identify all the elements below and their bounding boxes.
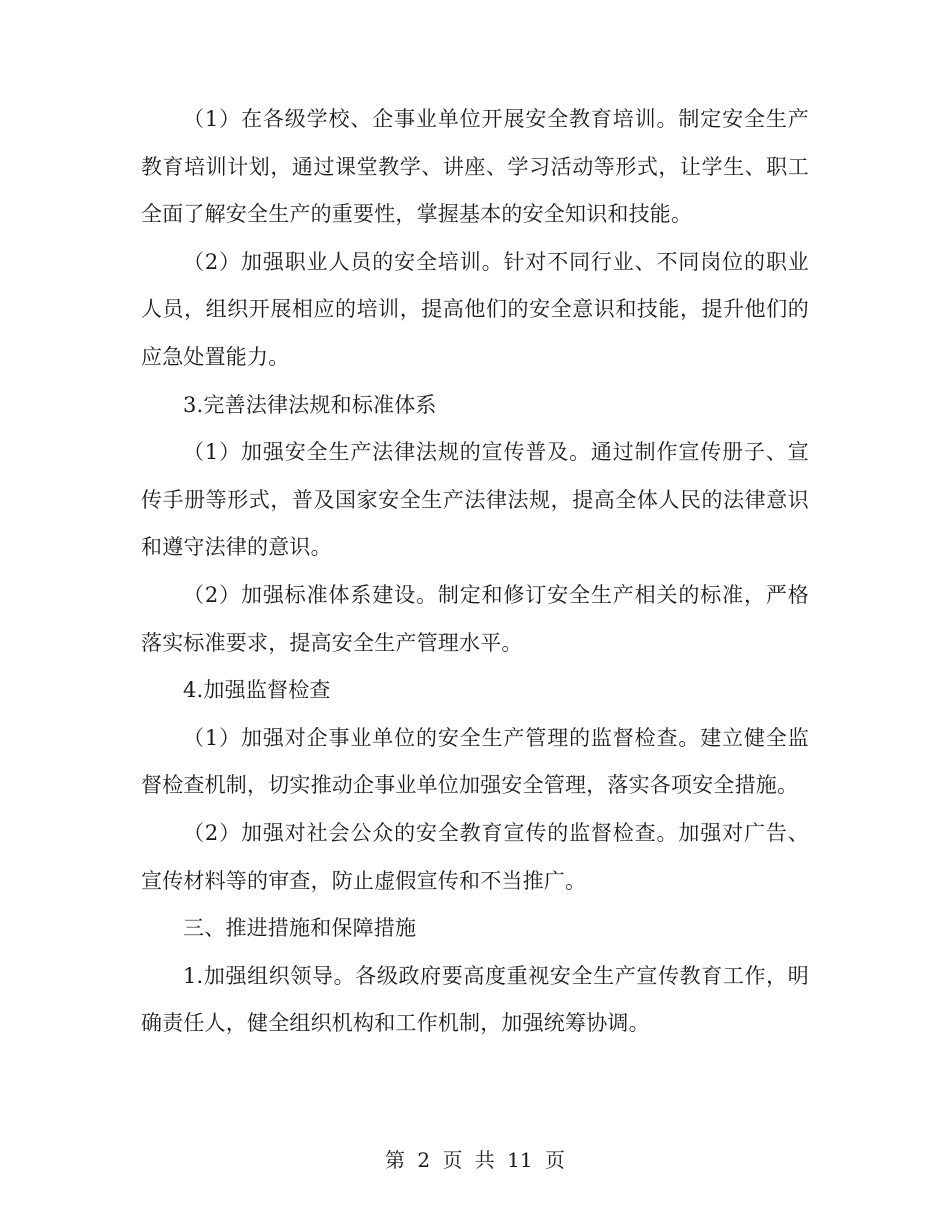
document-body [141,96,809,1048]
paragraph-law-publicity: （1）加强安全生产法律法规的宣传普及。通过制作宣传册子、宣传手册等形式，普及国家安全生产法律法规，提高全体人民的法律意识和遵守法律的意识。 [141,440,809,560]
section-heading-laws: 3.完善法律法规和标准体系 [183,392,437,417]
paragraph-training-schools: （1）在各级学校、企事业单位开展安全教育培训。制定安全生产教育培训计划，通过课堂教学、讲座、学习活动等形式，让学生、职工全面了解安全生产的重要性，掌握基本的安全知识和技能。 [141,107,809,227]
paragraph-leadership: 1.加强组织领导。各级政府要高度重视安全生产宣传教育工作，明确责任人，健全组织机构和工作机制，加强统筹协调。 [141,963,809,1036]
section-heading-measures: 三、推进措施和保障措施 [183,916,417,941]
section-heading-supervision: 4.加强监督检查 [183,678,331,703]
paragraph-supervision-enterprises: （1）加强对企事业单位的安全生产管理的监督检查。建立健全监督检查机制，切实推动企事业单位加强安全管理，落实各项安全措施。 [141,725,809,798]
paragraph-training-professionals: （2）加强职业人员的安全培训。针对不同行业、不同岗位的职业人员，组织开展相应的培训，提高他们的安全意识和技能，提升他们的应急处置能力。 [141,249,809,369]
paragraph-standards: （2）加强标准体系建设。制定和修订安全生产相关的标准，严格落实标准要求，提高安全生产管理水平。 [141,582,809,655]
page-footer: 第 2 页 共 11 页 [385,1148,565,1172]
paragraph-supervision-public: （2）加强对社会公众的安全教育宣传的监督检查。加强对广告、宣传材料等的审查，防止虚假宣传和不当推广。 [141,820,809,893]
